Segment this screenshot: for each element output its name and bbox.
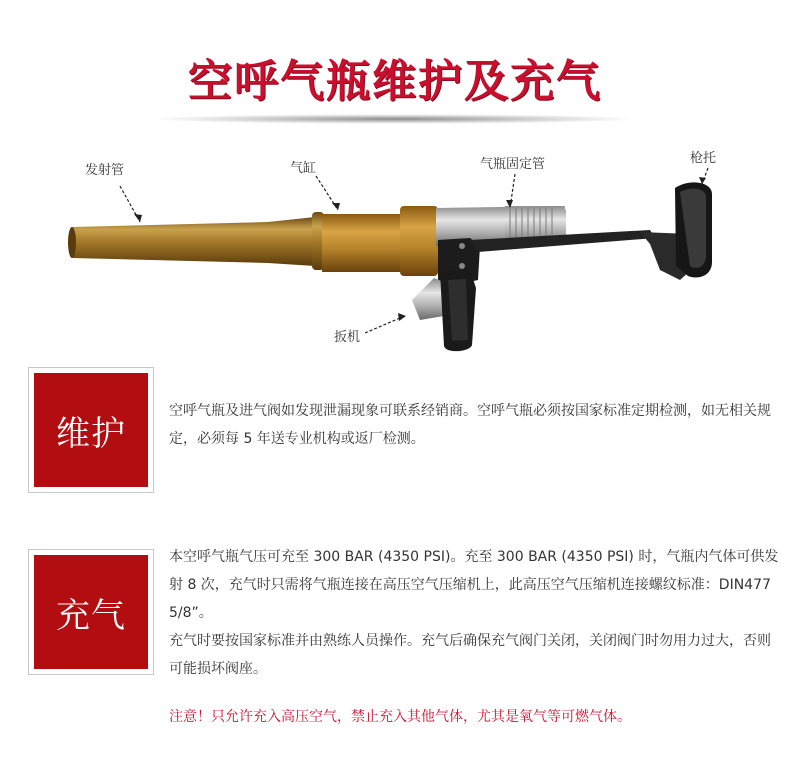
maintenance-paragraph: 空呼气瓶及进气阀如发现泄漏现象可联系经销商。空呼气瓶必须按国家标准定期检测，如无相关规定，必须每 5 年送专业机构或返厂检测。 (169, 403, 771, 447)
charging-paragraph-2: 充气时要按国家标准并由熟练人员操作。充气后确保充气阀门关闭，关闭阀门时勿用力过大，否则可能损坏阀座。 (169, 633, 771, 677)
maintenance-badge (28, 367, 154, 493)
label-barrel: 发射管 (85, 163, 125, 178)
title-underline-shadow (150, 114, 640, 124)
charging-badge-label: 充气 (34, 555, 148, 669)
launcher-product-image (0, 140, 790, 355)
label-cylinder: 气缸 (290, 161, 317, 176)
charging-text (169, 543, 779, 683)
warning-note: 注意！只允许充入高压空气，禁止充入其他气体，尤其是氧气等可燃气体。 (169, 709, 631, 725)
label-bottle-clamp: 气瓶固定管 (480, 157, 546, 172)
charging-paragraph-1: 本空呼气瓶气压可充至 300 BAR (4350 PSI)。充至 300 BAR (4350 PSI) 时，气瓶内气体可供发射 8 次，充气时只需将气瓶连接在高压空气压缩机上，此高压空气压缩机连接螺纹标准：DIN477 5/8”。 (169, 549, 779, 621)
maintenance-badge-label: 维护 (34, 373, 148, 487)
label-stock: 枪托 (690, 151, 717, 166)
label-trigger: 扳机 (334, 330, 361, 345)
maintenance-text (169, 397, 779, 453)
page-title: 空呼气瓶维护及充气 (188, 56, 602, 107)
charging-badge (28, 549, 154, 675)
